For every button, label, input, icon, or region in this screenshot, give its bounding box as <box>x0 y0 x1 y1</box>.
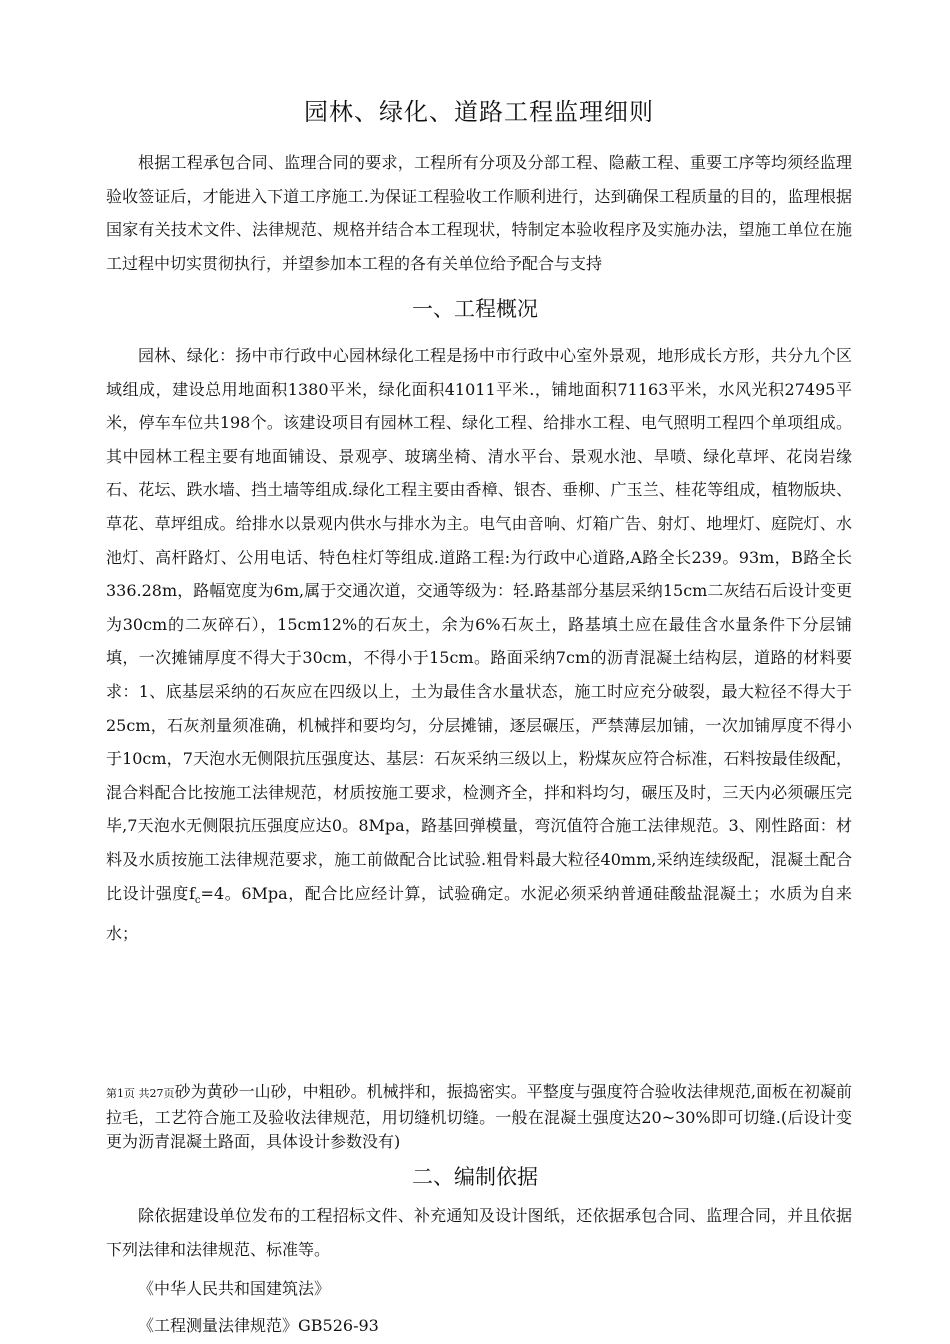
overview-text-tail: =4。6Mpa，配合比应经计算，试验确定。水泥必须采纳普通硅酸盐混凝土；水质为自来水； <box>106 883 852 944</box>
overview-subscript: c <box>194 894 201 906</box>
overview-paragraph <box>106 339 852 951</box>
continuation-paragraph <box>106 1080 852 1154</box>
page-number: 第1页 共27页 <box>106 1087 175 1100</box>
reference-item: 《工程测量法律规范》GB526-93 <box>138 1316 379 1335</box>
intro-paragraph: 根据工程承包合同、监理合同的要求，工程所有分项及分部工程、隐蔽工程、重要工序等均须经监理验收签证后，才能进入下道工序施工.为保证工程验收工作顺利进行，达到确保工程质量的目的，监理根据国家有关技术文件、法律规范、规格并结合本工程现状，特制定本验收程序及实施办法，望施工单位在施工过程中切实贯彻执行，并望参加本工程的各有关单位给予配合与支持 <box>106 153 852 273</box>
overview-text: 园林、绿化：扬中市行政中心园林绿化工程是扬中市行政中心室外景观，地形成长方形，共分九个区域组成，建设总用地面积1380平米，绿化面积41011平米.，铺地面积71163平米，水风光积27495平米，停车车位共198个。该建设项目有园林工程、绿化工程、给排水工程、电气照明工程四个单项组成。其中园林工程主要有地面铺设、景观亭、玻璃坐椅、清水平台、景观水池、旱喷、绿化草坪、花岗岩缘石、花坛、跌水墙、挡土墙等组成.绿化工程主要由香樟、银杏、垂柳、广玉兰、桂花等组成，植物版块、草花、草坪组成。给排水以景观内供水与排水为主。电气由音响、灯箱广告、射灯、地埋灯、庭院灯、水池灯、高杆路灯、公用电话、特色柱灯等组成.道路工程:为行政中心道路,A路全长239。93m，B路全长336.28m，路幅宽度为6m,属于交通次道，交通等级为：轻.路基部分基层采纳15cm二灰结石后设计变更为30cm的二灰碎石），15cm12%的石灰土，余为6%石灰土，路基填土应在最佳含水量条件下分层铺填，一次摊铺厚度不得大于30cm，不得小于15cm。路面采纳7cm的沥青混凝土结构层，道路的材料要求：1、底基层采纳的石灰应在四级以上，土为最佳含水量状态，施工时应充分破裂，最大粒径不得大于25cm，石灰剂量须准确，机械拌和要均匀，分层摊铺，逐层碾压，严禁薄层加铺，一次加铺厚度不得小于10cm，7天泡水无侧限抗压强度达、基层：石灰采纳三级以上，粉煤灰应符合标准，石料按最佳级配，混合料配合比按施工法律规范，材质按施工要求，检测齐全，拌和料均匀，碾压及时，三天内必须碾压完毕,7天泡水无侧限抗压强度应达0。8Mpa，路基回弹模量，弯沉值符合施工法律规范。3、刚性路面：材料及水质按施工法律规范要求，施工前做配合比试验.粗骨料最大粒径40mm,采纳连续级配，混凝土配合比设计强度f <box>106 346 852 903</box>
section-heading-basis: 二、编制依据 <box>412 1165 538 1189</box>
reference-item: 《中华人民共和国建筑法》 <box>138 1279 331 1298</box>
section-heading-overview: 一、工程概况 <box>412 297 538 321</box>
document-title: 园林、绿化、道路工程监理细则 <box>304 98 654 126</box>
continuation-text: 砂为黄砂一山砂，中粗砂。机械拌和，振捣密实。平整度与强度符合验收法律规范,面板在初凝前拉毛，工艺符合施工及验收法律规范，用切缝机切缝。一般在混凝土强度达20~30%即可切缝.(后设计变更为沥青混凝土路面，具体设计参数没有) <box>106 1082 852 1151</box>
basis-paragraph: 除依据建设单位发布的工程招标文件、补充通知及设计图纸，还依据承包合同、监理合同，并且依据下列法律和法律规范、标准等。 <box>106 1206 852 1259</box>
